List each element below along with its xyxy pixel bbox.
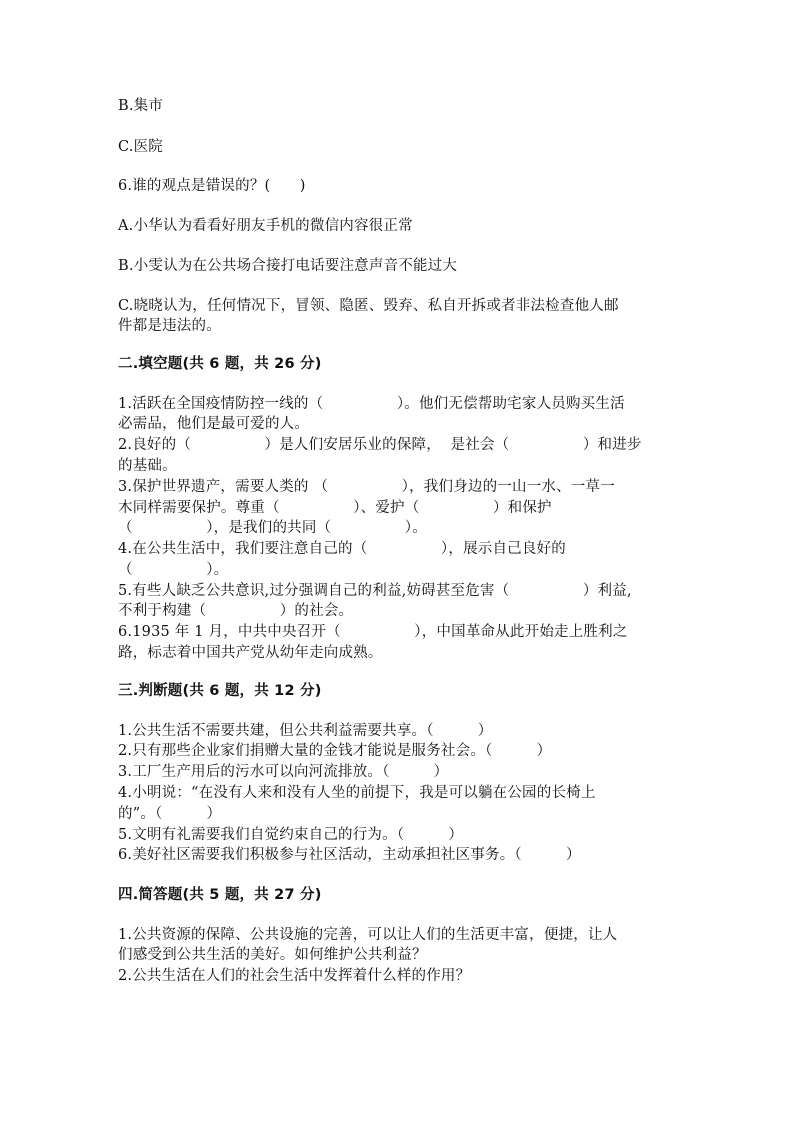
fill-blank-line: 5.有些人缺乏公共意识,过分强调自己的利益,妨碍甚至危害（ ）利益, [118, 583, 632, 599]
fill-blank-line: 的基础。 [118, 458, 177, 474]
option-b: B.集市 [118, 98, 164, 114]
fill-blank-line: 1.活跃在全国疫情防控一线的（ ）。他们无偿帮助宅家人员购买生活 [118, 396, 625, 412]
fill-blank-line: 2.良好的（ ）是人们安居乐业的保障， 是社会（ ）和进步 [118, 437, 642, 453]
fill-blank-line: 6.1935 年 1 月，中共中央召开（ ），中国革命从此开始走上胜利之 [118, 624, 628, 640]
section-heading-fill-blank: 二.填空题(共 6 题，共 26 分) [118, 356, 322, 372]
q6-option-c-line2: 件都是违法的。 [118, 318, 221, 334]
fill-blank-line: 必需品，他们是最可爱的人。 [118, 416, 310, 432]
short-answer-line: 1.公共资源的保障、公共设施的完善，可以让人们的生活更丰富，便捷，让人 [118, 927, 618, 943]
judgment-line: 4.小明说：“在没有人来和没有人坐的前提下，我是可以躺在公园的长椅上 [118, 785, 596, 801]
question-6: 6.谁的观点是错误的？( ) [118, 178, 306, 194]
fill-blank-line: 不利于构建（ ）的社会。 [118, 603, 354, 619]
judgment-line: 5.文明有礼需要我们自觉约束自己的行为。（ ） [118, 827, 464, 843]
judgment-line: 6.美好社区需要我们积极参与社区活动，主动承担社区事务。（ ） [118, 847, 581, 863]
section-heading-judgment: 三.判断题(共 6 题，共 12 分) [118, 683, 322, 699]
short-answer-line: 们感受到公共生活的美好。如何维护公共利益？ [118, 947, 427, 963]
fill-blank-line: （ ），是我们的共同（ ）。 [118, 520, 427, 536]
short-answer-line: 2.公共生活在人们的社会生活中发挥着什么样的作用？ [118, 968, 471, 984]
option-c: C.医院 [118, 139, 163, 155]
judgment-line: 3.工厂生产用后的污水可以向河流排放。（ ） [118, 764, 449, 780]
fill-blank-line: 3.保护世界遗产，需要人类的 （ ），我们身边的一山一水、一草一 [118, 479, 615, 495]
judgment-line: 的”。（ ） [118, 806, 222, 822]
q6-option-c-line1: C.晓晓认为，任何情况下，冒领、隐匿、毁弃、私自开拆或者非法检查他人邮 [118, 298, 619, 314]
fill-blank-line: 4.在公共生活中，我们要注意自己的（ ），展示自己良好的 [118, 541, 566, 557]
fill-blank-line: 路，标志着中国共产党从幼年走向成熟。 [118, 645, 383, 661]
section-heading-short-answer: 四.简答题(共 5 题，共 27 分) [118, 887, 322, 903]
judgment-line: 2.只有那些企业家们捐赠大量的金钱才能说是服务社会。（ ） [118, 743, 552, 759]
q6-option-a: A.小华认为看看好朋友手机的微信内容很正常 [118, 218, 413, 234]
fill-blank-line: 木同样需要保护。尊重（ ）、爱护（ ）和保护 [118, 500, 552, 516]
judgment-line: 1.公共生活不需要共建，但公共利益需要共享。（ ） [118, 723, 493, 739]
q6-option-b: B.小雯认为在公共场合接打电话要注意声音不能过大 [118, 258, 458, 274]
fill-blank-line: （ ）。 [118, 562, 229, 578]
